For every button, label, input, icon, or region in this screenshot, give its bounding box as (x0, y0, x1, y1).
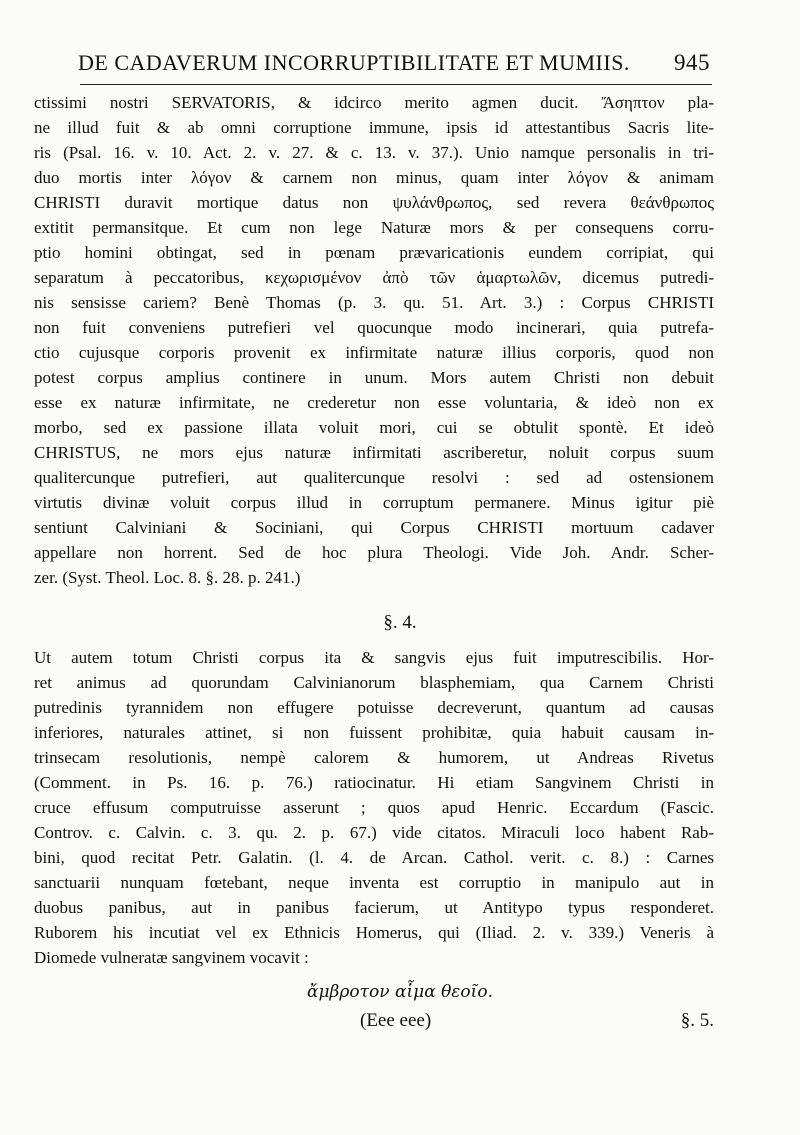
signature-mark: (Eee eee) (360, 1010, 432, 1031)
text-line: potest corpus amplius continere in unum. Mors autem Christi non debuit (34, 368, 714, 387)
text-line: virtutis divinæ voluit corpus illud in corruptum permanere. Minus igitur piè (34, 493, 714, 512)
text-line: ne illud fuit & ab omni corruptione immune, ipsis id attestantibus Sacris lite- (34, 118, 714, 137)
text-line: separatum à peccatoribus, κεχωρισμένον ἀπὸ τῶν ἁμαρτωλῶν, dicemus putredi- (34, 268, 714, 287)
text-line: Ruborem his incutiat vel ex Ethnicis Homerus, qui (Iliad. 2. v. 339.) Veneris à (34, 923, 714, 942)
text-line: ctio cujusque corporis provenit ex infirmitate naturæ illius corporis, quod non (34, 343, 714, 362)
text-line: ctissimi nostri SERVATORIS, & idcirco merito agmen ducit. Ἄσηπτον pla- (34, 93, 714, 112)
text-line: zer. (Syst. Theol. Loc. 8. §. 28. p. 241.) (34, 568, 301, 587)
text-line: sanctuarii nunquam fœtebant, neque inventa est corruptio in manipulo aut in (34, 873, 714, 892)
text-line: CHRISTI duravit mortique datus non ψυλάνθρωπος, sed revera θεάνθρωπος (34, 193, 714, 212)
text-line: qualitercunque putrefieri, aut qualitercunque resolvi : sed ad ostensionem (34, 468, 714, 487)
text-line: Diomede vulneratæ sangvinem vocavit : (34, 948, 309, 967)
running-header (78, 50, 710, 82)
text-line: putredinis tyrannidem non effugere potuisse decreverunt, quantum ad causas (34, 698, 714, 717)
text-line: bini, quod recitat Petr. Galatin. (l. 4. de Arcan. Cathol. verit. c. 8.) : Carnes (34, 848, 714, 867)
text-line: (Comment. in Ps. 16. p. 76.) ratiocinatur. Hi etiam Sangvinem Christi in (34, 773, 714, 792)
catchword: §. 5. (680, 1010, 714, 1031)
header-rule (80, 84, 712, 85)
page-number: 945 (674, 50, 710, 75)
text-line: extitit permansitque. Et cum non lege Naturæ mors & per consequens corru- (34, 218, 714, 237)
text-line: ris (Psal. 16. v. 10. Act. 2. v. 27. & c. 13. v. 37.). Unio namque personalis in tri- (34, 143, 714, 162)
text-line: morbo, sed ex passione illata voluit mori, cui se obtulit spontè. Et ideò (34, 418, 714, 437)
text-line: sentiunt Calviniani & Sociniani, qui Corpus CHRISTI mortuum cadaver (34, 518, 714, 537)
text-line: trinsecam resolutionis, nempè calorem & humorem, ut Andreas Rivetus (34, 748, 714, 767)
text-line: Controv. c. Calvin. c. 3. qu. 2. p. 67.) vide citatos. Miraculi loco habent Rab- (34, 823, 714, 842)
text-line: nis sensisse cariem? Benè Thomas (p. 3. qu. 51. Art. 3.) : Corpus CHRISTI (34, 293, 714, 312)
text-line: Ut autem totum Christi corpus ita & sangvis ejus fuit imputrescibilis. Hor- (34, 648, 714, 667)
text-line: duo mortis inter λόγον & carnem non minus, quam inter λόγον & animam (34, 168, 714, 187)
paragraph-2 (34, 645, 714, 970)
text-line: CHRISTUS, ne mors ejus naturæ infirmitati ascriberetur, noluit corpus suum (34, 443, 714, 462)
text-line: appellare non horrent. Sed de hoc plura Theologi. Vide Joh. Andr. Scher- (34, 543, 714, 562)
text-line: inferiores, naturales attinet, si non fuissent prohibitæ, quia habuit causam in- (34, 723, 714, 742)
text-line: non fuit conveniens putrefieri vel quocunque modo incinerari, quia putrefa- (34, 318, 714, 337)
text-line: esse ex naturæ infirmitate, ne crederetur non esse voluntaria, & ideò non ex (34, 393, 714, 412)
text-line: ret animus ad quorundam Calvinianorum blasphemiam, qua Carnem Christi (34, 673, 714, 692)
running-title: DE CADAVERUM INCORRUPTIBILITATE ET MUMIIS. (78, 50, 630, 75)
text-line: ptio homini obtingat, sed in pœnam prævaricationis eundem corripiat, qui (34, 243, 714, 262)
text-line: duobus panibus, aut in panibus facierum, ut Antitypo typus responderet. (34, 898, 714, 917)
paragraph-1 (34, 90, 714, 590)
greek-verse-quote: ἄμβροτον αἷμα θεοῖο. (307, 982, 493, 1002)
section-heading: §. 4. (383, 612, 417, 633)
text-line: cruce effusum computruisse asserunt ; quos apud Henric. Eccardum (Fascic. (34, 798, 714, 817)
